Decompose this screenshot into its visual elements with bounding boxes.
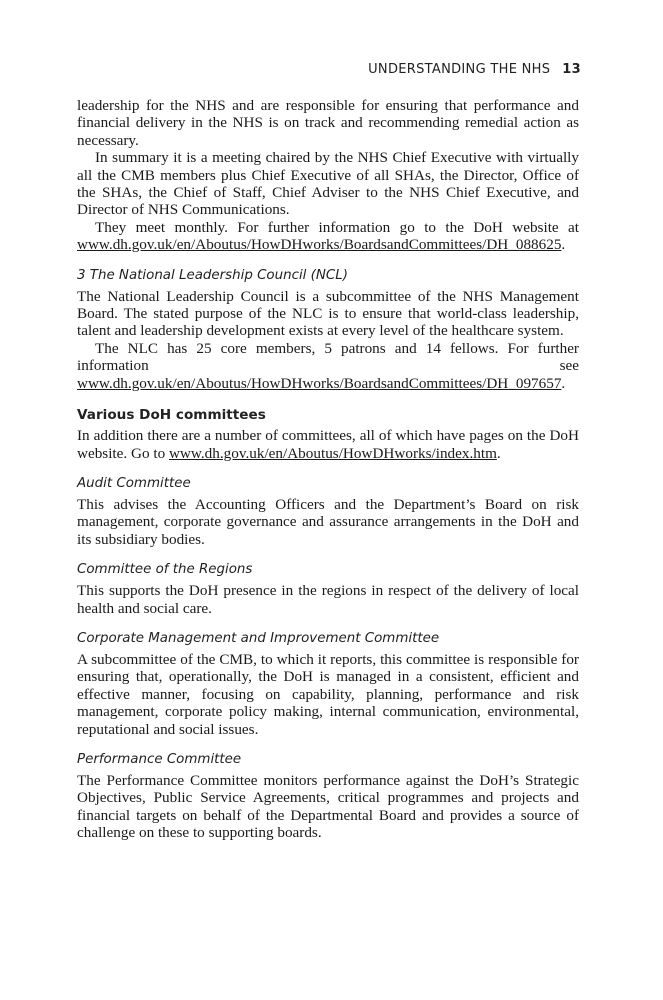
heading-ncl: 3 The National Leadership Council (NCL) (77, 267, 348, 283)
paragraph-various (77, 427, 579, 462)
heading-committee-regions: Committee of the Regions (77, 562, 253, 578)
page-number: 13 (562, 62, 581, 77)
paragraph-leadership: leadership for the NHS and are responsible for ensuring that performance and financial delivery in the NHS is on track and recommending remedial action as necessary. (77, 97, 579, 149)
link-dh-097657[interactable]: www.dh.gov.uk/en/Aboutus/HowDHworks/BoardsandCommittees/DH_097657 (77, 374, 562, 392)
heading-audit-committee: Audit Committee (77, 475, 191, 491)
paragraph-monthly (77, 219, 579, 254)
paragraph-performance: The Performance Committee monitors performance against the DoH’s Strategic Objectives, Public Service Agreements, critical programmes and projects and financial targets on behalf of the Departmental Board and provides a source of challenge on these to supporting boards. (77, 771, 579, 842)
paragraph-various-text: In addition there are a number of committees, all of which have pages on the DoH website. Go to (77, 427, 579, 462)
paragraph-audit: This advises the Accounting Officers and the Department’s Board on risk management, corporate governance and assurance arrangements in the DoH and its subsidiary bodies. (77, 495, 579, 548)
paragraph-ncl-members-text: The NLC has 25 core members, 5 patrons and 14 fellows. For further information see (77, 339, 579, 375)
running-title: UNDERSTANDING THE NHS (368, 62, 551, 77)
link-dh-index[interactable]: www.dh.gov.uk/en/Aboutus/HowDHworks/index.htm (168, 444, 497, 462)
paragraph-ncl-members (77, 340, 579, 392)
paragraph-monthly-text: They meet monthly. For further information go to the DoH website at (95, 218, 579, 236)
body-text (77, 97, 579, 842)
heading-various-committees: Various DoH committees (77, 407, 266, 424)
paragraph-monthly-end: . (561, 236, 566, 254)
heading-performance-committee: Performance Committee (77, 751, 242, 767)
paragraph-ncl-members-end: . (561, 374, 566, 392)
running-head (368, 62, 581, 77)
link-dh-088625[interactable]: www.dh.gov.uk/en/Aboutus/HowDHworks/BoardsandCommittees/DH_088625 (77, 236, 562, 254)
paragraph-various-end: . (496, 444, 501, 462)
paragraph-summary: In summary it is a meeting chaired by the NHS Chief Executive with virtually all the CMB members plus Chief Executive of all SHAs, the Director, Office of the SHAs, the Chief of Staff, Chief Adviser to the NHS Chief Executive, and Director of NHS Communications. (77, 149, 579, 219)
paragraph-ncl-purpose: The National Leadership Council is a subcommittee of the NHS Management Board. The stated purpose of the NLC is to ensure that world-class leadership, talent and leadership development exists at every level of the healthcare system. (77, 287, 579, 340)
paragraph-corporate: A subcommittee of the CMB, to which it reports, this committee is responsible for ensuring that, operationally, the DoH is managed in a consistent, efficient and effective manner, focusing on capability, planning, performance and risk management, corporate policy making, internal communication, environmental, reputational and social issues. (77, 650, 579, 738)
paragraph-regions: This supports the DoH presence in the regions in respect of the delivery of local health and social care. (77, 582, 579, 617)
heading-corporate-management: Corporate Management and Improvement Committee (77, 630, 440, 646)
